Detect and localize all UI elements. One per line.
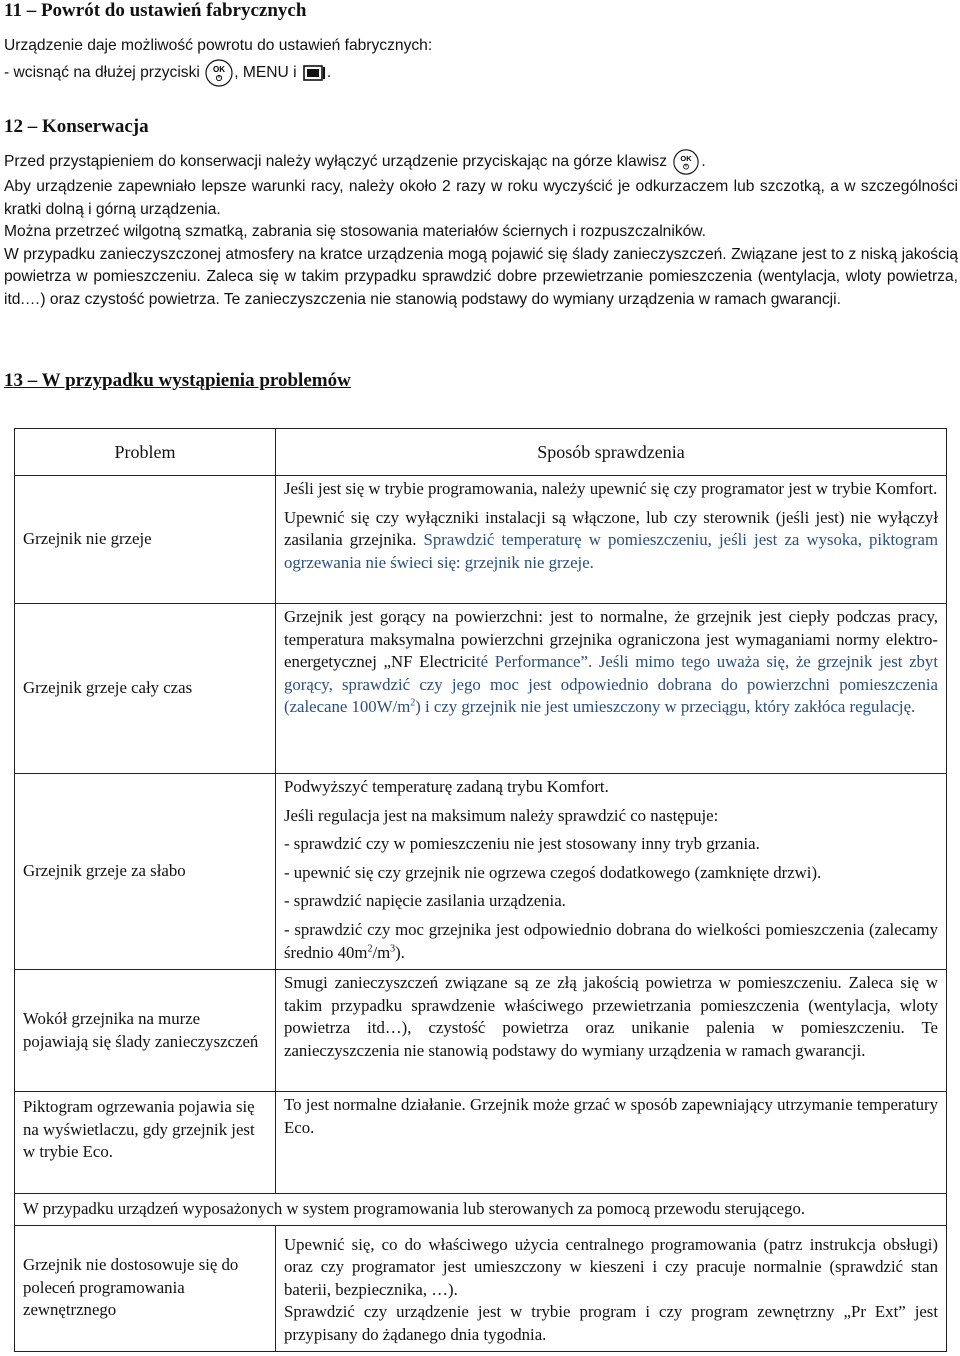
section-12-title: 12 – Konserwacja <box>4 116 149 137</box>
subheader-row <box>15 1194 947 1226</box>
method-cell: To jest normalne działanie. Grzejnik może grzać w sposób zapewniający utrzymanie temperatury Eco. <box>276 1092 947 1194</box>
problem-cell: Piktogram ogrzewania pojawia się na wyświetlaczu, gdy grzejnik jest w trybie Eco. <box>15 1092 276 1194</box>
table-row <box>15 1225 947 1351</box>
section-13-title: 13 – W przypadku wystąpienia problemów <box>4 370 351 391</box>
method-cell: Upewnić się, co do właściwego użycia centralnego programowania (patrz instrukcja obsługi) oraz czy programator jest umieszczony w kieszeni i czy pracuje normalnie (sprawdzić stan baterii, bezpiecznika, …). Sprawdzić czy urządzenie jest w trybie program i czy program zewnętrzny „Pr Ext” jest przypisany do żądanego dnia tygodnia. <box>276 1225 947 1351</box>
problem-cell: Grzejnik grzeje cały czas <box>15 604 276 774</box>
ok-button-icon <box>204 58 234 88</box>
problem-cell: Wokół grzejnika na murze pojawiają się ślady zanieczyszczeń <box>15 970 276 1092</box>
troubleshooting-table <box>14 428 947 1352</box>
svg-text:OK: OK <box>213 64 226 74</box>
col-problem-header: Problem <box>15 429 276 476</box>
subheader-cell: W przypadku urządzeń wyposażonych w system programowania lub sterowanych za pomocą przewodu sterującego. <box>15 1194 947 1226</box>
section-12-p1: Przed przystąpieniem do konserwacji należy wyłączyć urządzenie przyciskając na górze klawisz OK . <box>4 148 958 176</box>
section-12-p3: Można przetrzeć wilgotną szmatką, zabrania się stosowania materiałów ściernych i rozpuszczalników. <box>4 223 707 240</box>
svg-text:OK: OK <box>680 154 692 164</box>
problem-cell: Grzejnik nie grzeje <box>15 476 276 604</box>
table-row <box>15 604 947 774</box>
section-11-line2: - wcisnąć na dłużej przyciski OK , MENU i . <box>4 58 958 88</box>
problem-cell: Grzejnik nie dostosowuje się do poleceń programowania zewnętrznego <box>15 1225 276 1351</box>
table-row <box>15 1092 947 1194</box>
section-11-title: 11 – Powrót do ustawień fabrycznych <box>4 0 307 21</box>
section-11-line1: Urządzenie daje możliwość powrotu do ustawień fabrycznych: <box>4 37 433 54</box>
section-12-p4: W przypadku zanieczyszczonej atmosfery na kratce urządzenia mogą pojawić się ślady zanieczyszczeń. Związane jest to z niską jakością powietrza w pomieszczeniu. Zaleca się w takim przypadku sprawdzić dobre przewietrzanie pomieszczenia (wentylacja, wloty powietrza, itd.…) oraz czystość powietrza. Te zanieczyszczenia nie stanowią podstawy do wymiany urządzenia w ramach gwarancji. <box>4 245 958 308</box>
method-cell: Podwyższyć temperaturę zadaną trybu Komfort. Jeśli regulacja jest na maksimum należy sprawdzić co następuje: - sprawdzić czy w pomieszczeniu nie jest stosowany inny tryb grzania. - upewnić się czy grzejnik nie ogrzewa czegoś dodatkowego (zamknięte drzwi). - sprawdzić napięcie zasilania urządzenia. - sprawdzić czy moc grzejnika jest odpowiednio dobrana do wielkości pomieszczenia (zalecamy średnio $40m^2/m^3$). <box>276 774 947 970</box>
table-row <box>15 476 947 604</box>
display-icon <box>301 63 327 83</box>
method-cell: Grzejnik jest gorący na powierzchni: jest to normalne, że grzejnik jest ciepły podczas pracy, temperatura maksymalna powierzchni grzejnika ograniczona jest wymaganiami normy elektro-energetycznej „NF Electricité Performance”. Jeśli mimo tego uważa się, że grzejnik jest zbyt gorący, sprawdzić czy jego moc jest odpowiednio dobrana do powierzchni pomieszczenia (zalecane $100W/m^2$) i czy grzejnik nie jest umieszczony w przeciągu, który zakłóca regulację. <box>276 604 947 774</box>
section-12-text <box>4 148 958 311</box>
method-cell: Jeśli jest się w trybie programowania, należy upewnić się czy programator jest w trybie Komfort. Upewnić się czy wyłączniki instalacji są włączone, lub czy sterownik (jeśli jest) nie wyłączył zasilania grzejnika. Sprawdzić temperaturę w pomieszczeniu, jeśli jest za wysoka, piktogram ogrzewania nie świeci się: grzejnik nie grzeje. <box>276 476 947 604</box>
problem-cell: Grzejnik grzeje za słabo <box>15 774 276 970</box>
table-header-row <box>15 429 947 476</box>
section-11-text <box>4 35 958 88</box>
table-row <box>15 970 947 1092</box>
col-method-header: Sposób sprawdzenia <box>276 429 947 476</box>
section-12-p2: Aby urządzenie zapewniało lepsze warunki racy, należy około 2 razy w roku wyczyścić je odkurzaczem lub szczotką, a w szczególności kratki dolną i górną urządzenia. <box>4 178 958 218</box>
table-row <box>15 774 947 970</box>
method-cell: Smugi zanieczyszczeń związane są ze złą jakością powietrza w pomieszczeniu. Zaleca się w takim przypadku sprawdzenie właściwego przewietrzania pomieszczenia (wentylacja, wloty powietrza itd…), czystość powietrza oraz unikanie palenia w pomieszczeniu. Te zanieczyszczenia nie stanowią podstawy do wymiany urządzenia w ramach gwarancji. <box>276 970 947 1092</box>
ok-button-icon <box>671 148 701 176</box>
